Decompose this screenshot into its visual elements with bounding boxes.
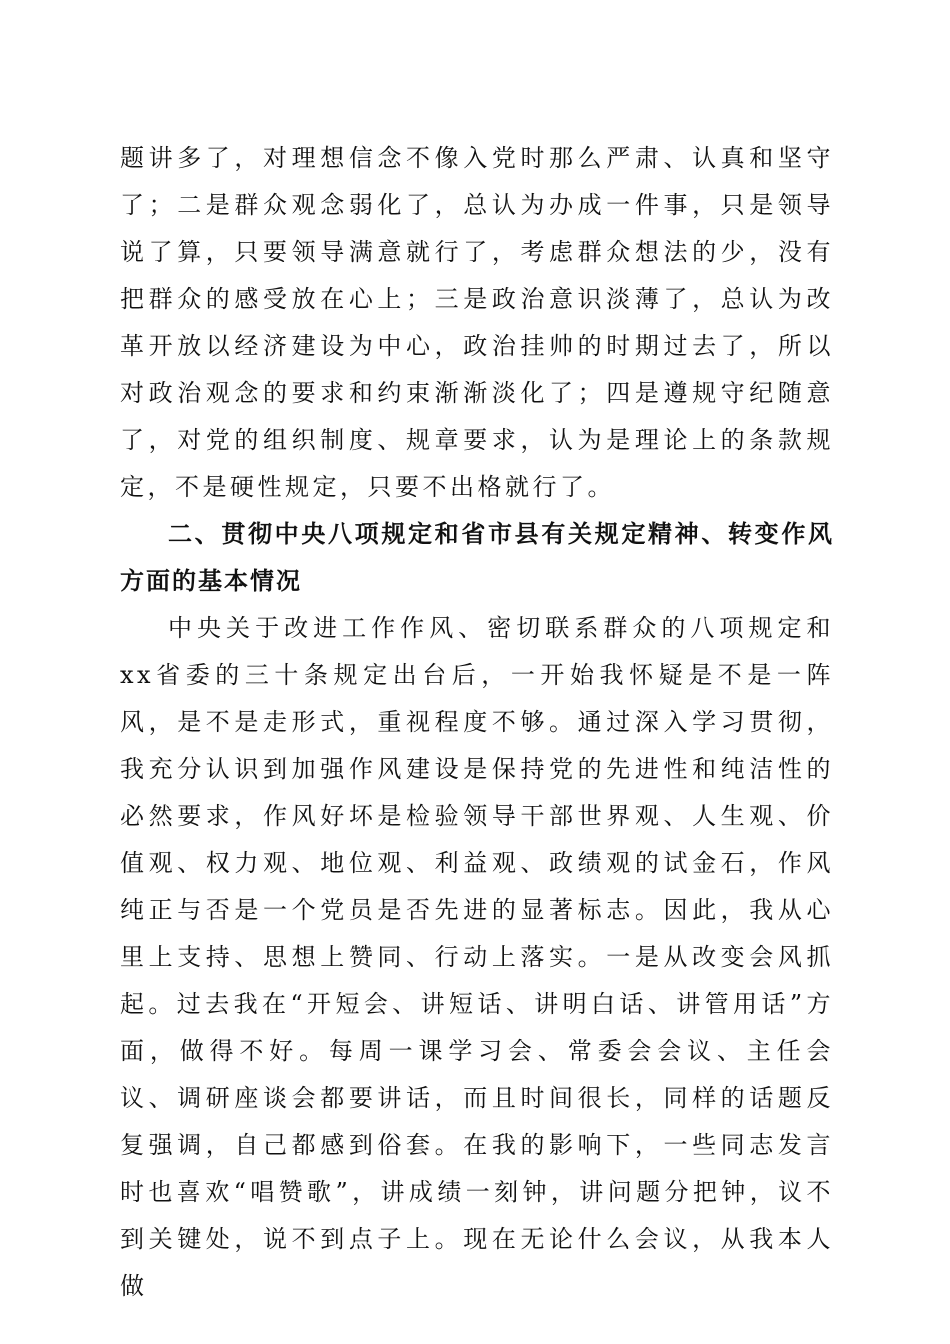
paragraph-body: 中央关于改进工作作风、密切联系群众的八项规定和xx省委的三十条规定出台后，一开始我怀疑是不是一阵风，是不是走形式，重视程度不够。通过深入学习贯彻，我充分认识到加强作风建设是保持党的先进性和纯洁性的必然要求，作风好坏是检验领导干部世界观、人生观、价值观、权力观、地位观、利益观、政绩观的试金石，作风纯正与否是一个党员是否先进的显著标志。因此，我从心里上支持、思想上赞同、行动上落实。一是从改变会风抓起。过去我在“开短会、讲短话、讲明白话、讲管用话”方面，做得不好。每周一课学习会、常委会会议、主任会议、调研座谈会都要讲话，而且时间很长，同样的话题反复强调，自己都感到俗套。在我的影响下，一些同志发言时也喜欢“唱赞歌”，讲成绩一刻钟，讲问题分把钟，议不到关键处，说不到点子上。现在无论什么会议，从我本人做 xyxy=(120,614,834,1300)
document-body xyxy=(120,135,834,1310)
paragraph-continued: 题讲多了，对理想信念不像入党时那么严肃、认真和坚守了；二是群众观念弱化了，总认为办成一件事，只是领导说了算，只要领导满意就行了，考虑群众想法的少，没有把群众的感受放在心上；三是政治意识淡薄了，总认为改革开放以经济建设为中心，政治挂帅的时期过去了，所以对政治观念的要求和约束渐渐淡化了；四是遵规守纪随意了，对党的组织制度、规章要求，认为是理论上的条款规定，不是硬性规定，只要不出格就行了。 xyxy=(120,144,834,501)
section-heading: 二、贯彻中央八项规定和省市县有关规定精神、转变作风方面的基本情况 xyxy=(120,520,834,595)
